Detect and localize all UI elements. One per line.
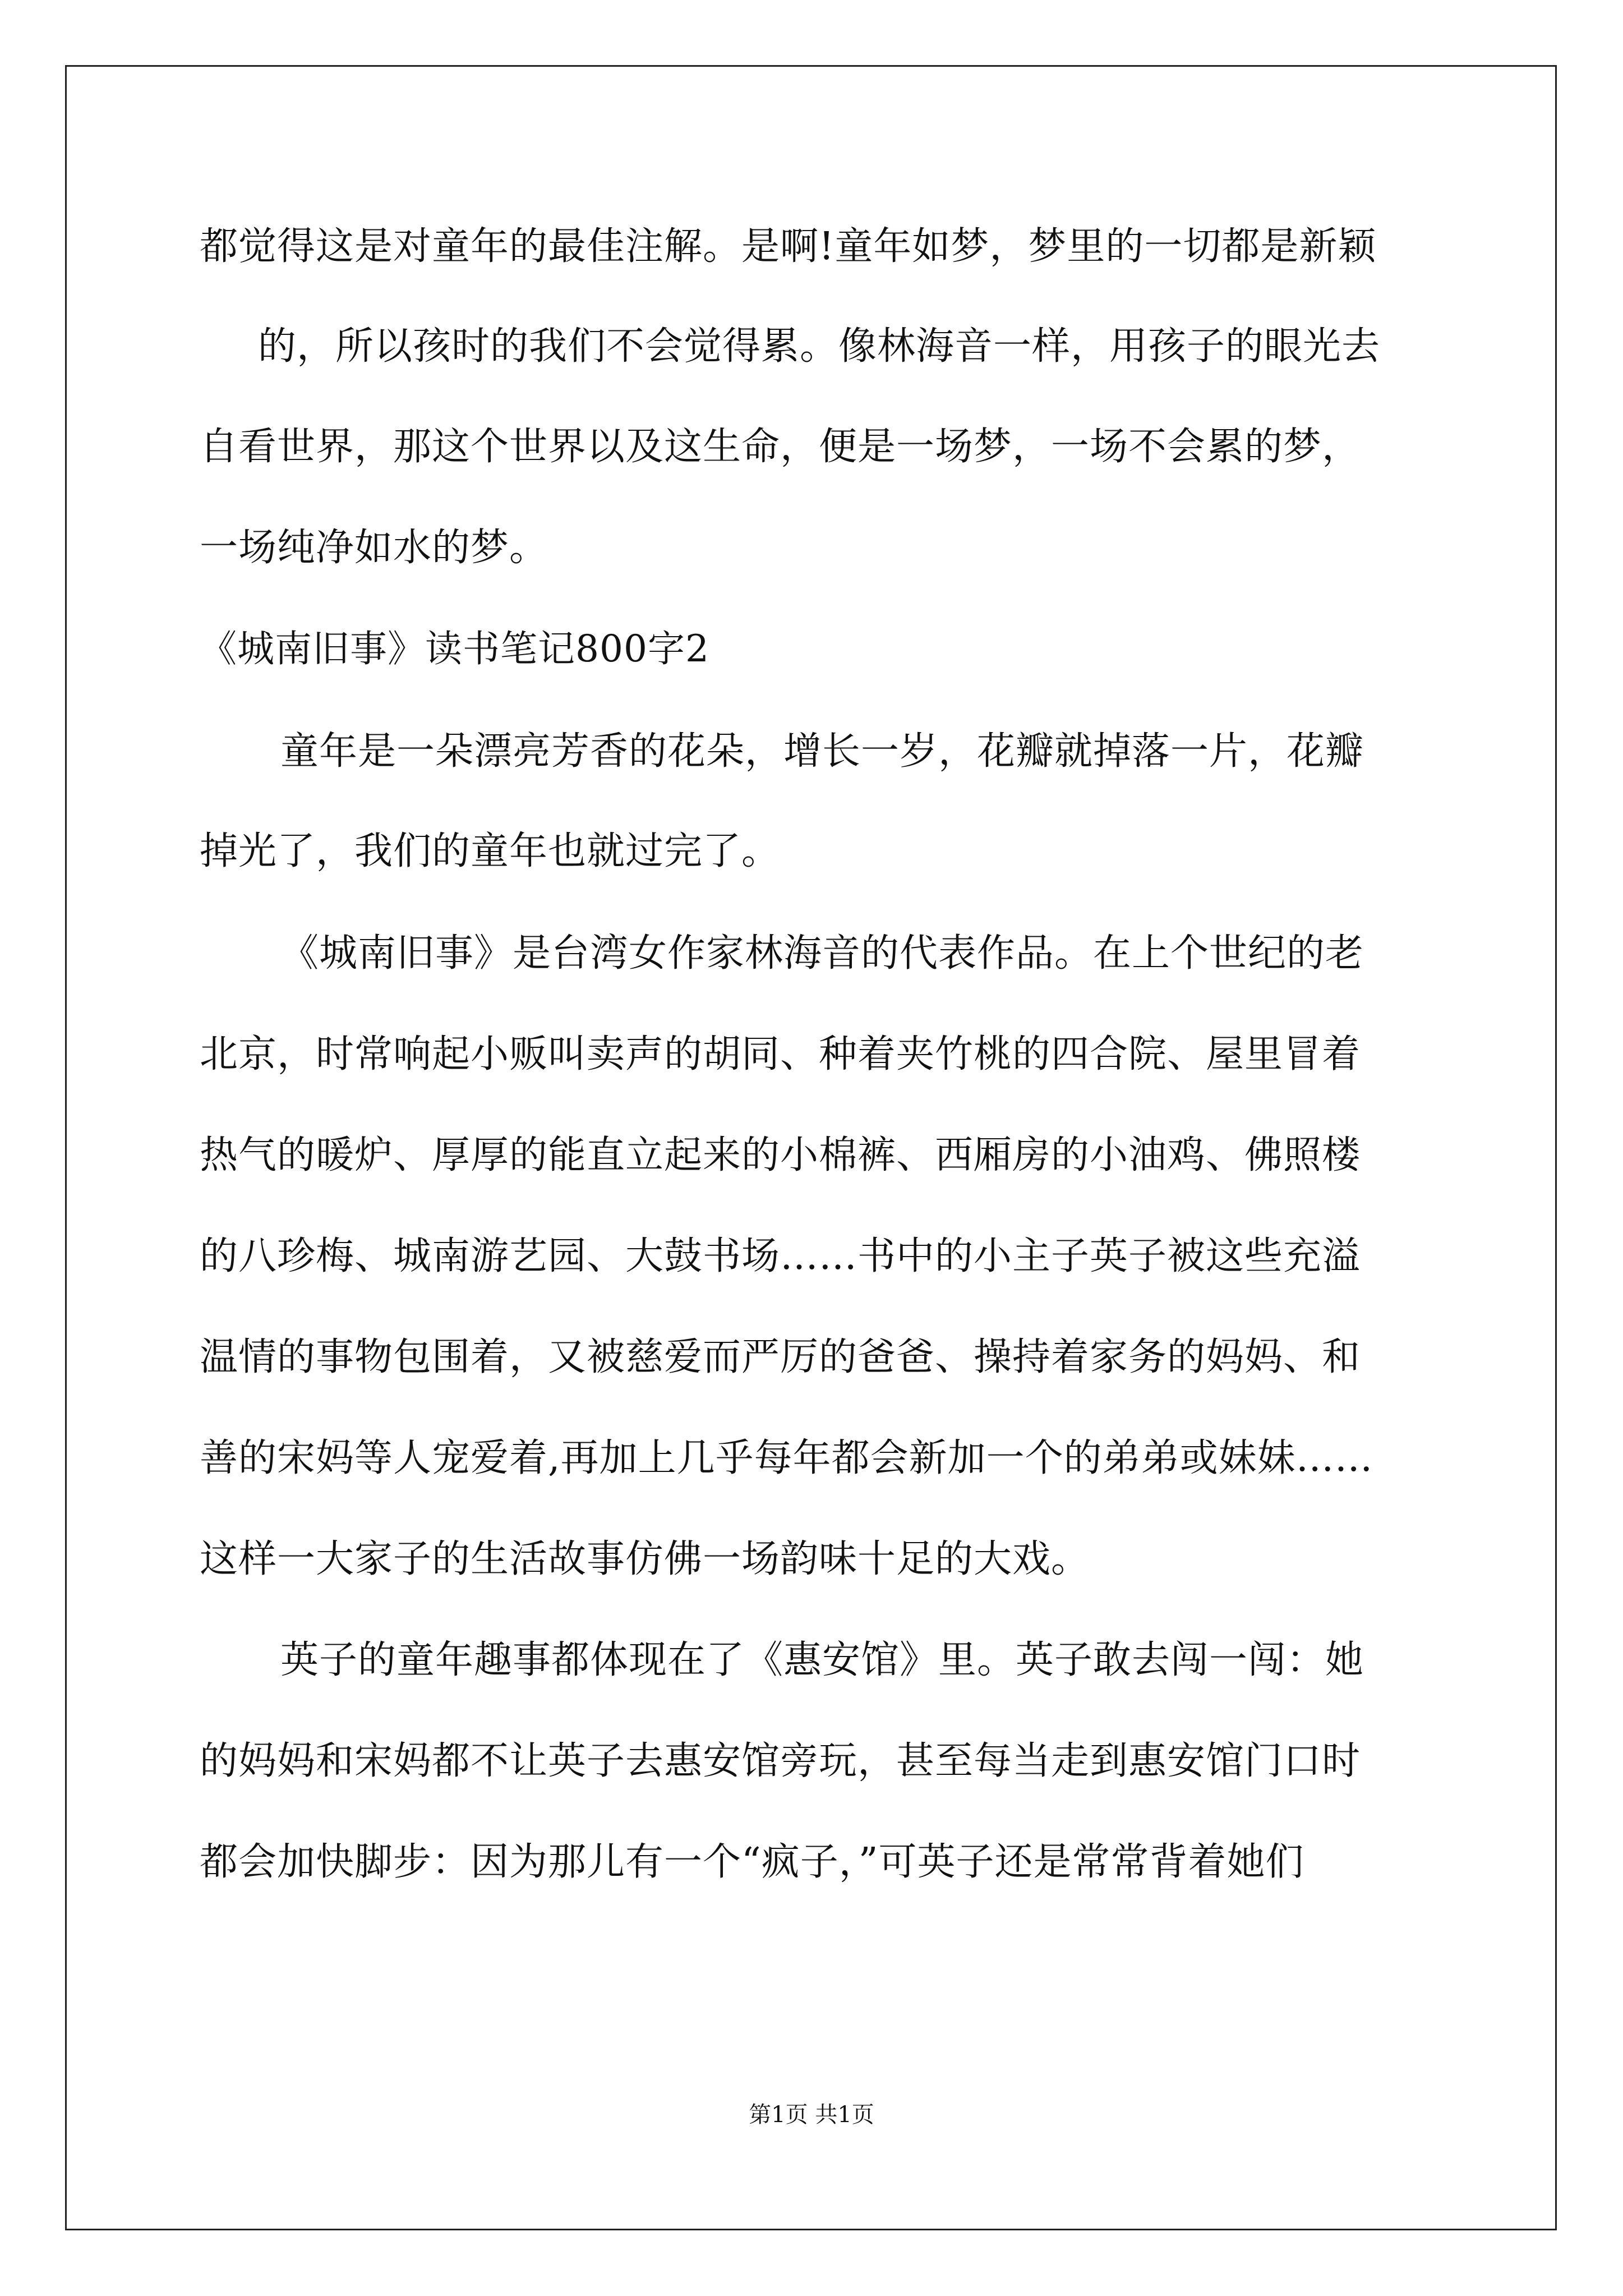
text-line: 北京，时常响起小贩叫卖声的胡同、种着夹竹桃的四合院、屋里冒着 xyxy=(200,1032,1361,1076)
paragraph-start: 《城南旧事》是台湾女作家林海音的代表作品。在上个世纪的老 xyxy=(280,931,1364,976)
text-line: 温情的事物包围着，又被慈爱而严厉的爸爸、操持着家务的妈妈、和 xyxy=(200,1335,1361,1379)
text-line: 的，所以孩时的我们不会觉得累。像林海音一样，用孩子的眼光去 xyxy=(258,324,1381,369)
text-line: 自看世界，那这个世界以及这生命，便是一场梦，一场不会累的梦， xyxy=(200,425,1361,469)
section-heading: 《城南旧事》读书笔记800字2 xyxy=(200,627,709,670)
text-line: 这样一大家子的生活故事仿佛一场韵味十足的大戏。 xyxy=(200,1537,1090,1581)
text-line: 都觉得这是对童年的最佳注解。是啊!童年如梦，梦里的一切都是新颖 xyxy=(200,224,1377,269)
text-line: 热气的暖炉、厚厚的能直立起来的小棉裤、西厢房的小油鸡、佛照楼 xyxy=(200,1133,1361,1177)
paragraph-start: 童年是一朵漂亮芳香的花朵，增长一岁，花瓣就掉落一片，花瓣 xyxy=(280,729,1364,774)
paragraph-start: 英子的童年趣事都体现在了《惠安馆》里。英子敢去闯一闯：她 xyxy=(280,1638,1364,1682)
text-line: 善的宋妈等人宠爱着,再加上几乎每年都会新加一个的弟弟或妹妹…… xyxy=(200,1436,1373,1480)
text-line: 掉光了，我们的童年也就过完了。 xyxy=(200,829,781,873)
text-line: 都会加快脚步：因为那儿有一个“疯子，”可英子还是常常背着她们 xyxy=(200,1840,1304,1884)
page-footer: 第1页 共1页 xyxy=(749,2102,874,2128)
text-line: 一场纯净如水的梦。 xyxy=(200,526,548,570)
text-line: 的八珍梅、城南游艺园、大鼓书场……书中的小主子英子被这些充溢 xyxy=(200,1234,1361,1278)
text-line: 的妈妈和宋妈都不让英子去惠安馆旁玩，甚至每当走到惠安馆门口时 xyxy=(200,1739,1361,1783)
